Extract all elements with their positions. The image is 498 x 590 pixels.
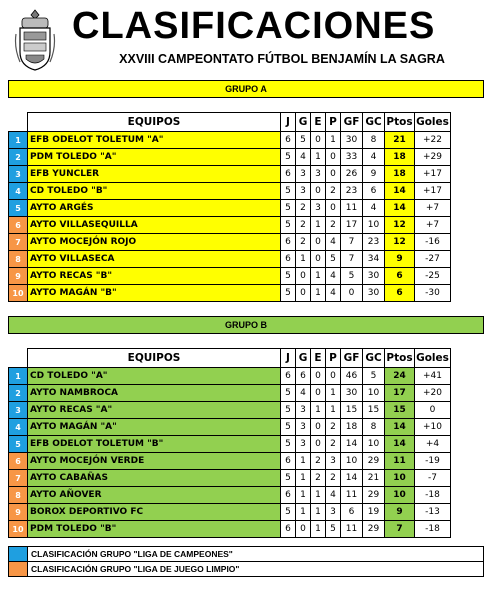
column-header-g: G — [296, 349, 311, 368]
rank-cell: 4 — [9, 419, 28, 436]
points-cell: 14 — [385, 183, 415, 200]
rank-cell: 8 — [9, 251, 28, 268]
goals-against-cell: 10 — [363, 385, 385, 402]
table-row — [9, 251, 451, 268]
rank-cell: 9 — [9, 504, 28, 521]
team-name: AYTO AÑOVER — [28, 487, 281, 504]
drawn-cell: 1 — [311, 521, 326, 538]
played-cell: 5 — [281, 504, 296, 521]
goals-against-cell: 30 — [363, 285, 385, 302]
goals-for-cell: 46 — [341, 368, 363, 385]
goals-for-cell: 11 — [341, 521, 363, 538]
table-row — [9, 200, 451, 217]
played-cell: 6 — [281, 132, 296, 149]
column-header-equipos: EQUIPOS — [28, 113, 281, 132]
rank-cell: 2 — [9, 149, 28, 166]
drawn-cell: 1 — [311, 268, 326, 285]
lost-cell: 4 — [326, 285, 341, 302]
drawn-cell: 0 — [311, 436, 326, 453]
points-cell: 6 — [385, 285, 415, 302]
drawn-cell: 2 — [311, 453, 326, 470]
points-cell: 14 — [385, 419, 415, 436]
rank-cell: 2 — [9, 385, 28, 402]
played-cell: 5 — [281, 268, 296, 285]
lost-cell: 0 — [326, 368, 341, 385]
goals-for-cell: 23 — [341, 183, 363, 200]
points-cell: 9 — [385, 504, 415, 521]
goals-for-cell: 14 — [341, 436, 363, 453]
points-cell: 17 — [385, 385, 415, 402]
goals-against-cell: 30 — [363, 268, 385, 285]
goal-difference-cell: +29 — [415, 149, 451, 166]
column-header-p: P — [326, 113, 341, 132]
column-header-goles: Goles — [415, 113, 451, 132]
lost-cell: 1 — [326, 402, 341, 419]
lost-cell: 3 — [326, 453, 341, 470]
points-cell: 9 — [385, 251, 415, 268]
won-cell: 1 — [296, 251, 311, 268]
table-row — [9, 132, 451, 149]
goal-difference-cell: -25 — [415, 268, 451, 285]
lost-cell: 5 — [326, 251, 341, 268]
goal-difference-cell: +22 — [415, 132, 451, 149]
goals-for-cell: 11 — [341, 487, 363, 504]
lost-cell: 3 — [326, 504, 341, 521]
drawn-cell: 0 — [311, 234, 326, 251]
won-cell: 1 — [296, 453, 311, 470]
won-cell: 6 — [296, 368, 311, 385]
lost-cell: 2 — [326, 436, 341, 453]
won-cell: 3 — [296, 419, 311, 436]
lost-cell: 2 — [326, 419, 341, 436]
goals-for-cell: 18 — [341, 419, 363, 436]
legend — [8, 546, 484, 577]
goals-against-cell: 5 — [363, 368, 385, 385]
points-cell: 24 — [385, 368, 415, 385]
column-header-equipos: EQUIPOS — [28, 349, 281, 368]
lost-cell: 4 — [326, 234, 341, 251]
rank-cell: 1 — [9, 368, 28, 385]
table-corner — [9, 113, 28, 132]
goals-for-cell: 0 — [341, 285, 363, 302]
rank-cell: 1 — [9, 132, 28, 149]
played-cell: 5 — [281, 402, 296, 419]
table-row — [9, 504, 451, 521]
goal-difference-cell: -16 — [415, 234, 451, 251]
played-cell: 5 — [281, 183, 296, 200]
won-cell: 3 — [296, 402, 311, 419]
column-header-gf: GF — [341, 349, 363, 368]
table-row — [9, 521, 451, 538]
page-title: CLASIFICACIONES — [72, 5, 436, 47]
points-cell: 21 — [385, 132, 415, 149]
drawn-cell: 0 — [311, 419, 326, 436]
drawn-cell: 2 — [311, 470, 326, 487]
goals-for-cell: 7 — [341, 251, 363, 268]
column-header-p: P — [326, 349, 341, 368]
points-cell: 15 — [385, 402, 415, 419]
column-header-e: E — [311, 113, 326, 132]
won-cell: 3 — [296, 166, 311, 183]
goal-difference-cell: +20 — [415, 385, 451, 402]
played-cell: 6 — [281, 368, 296, 385]
goal-difference-cell: +7 — [415, 217, 451, 234]
played-cell: 6 — [281, 234, 296, 251]
team-name: AYTO MAGÁN "A" — [28, 419, 281, 436]
points-cell: 11 — [385, 453, 415, 470]
drawn-cell: 1 — [311, 217, 326, 234]
drawn-cell: 3 — [311, 166, 326, 183]
goals-for-cell: 10 — [341, 453, 363, 470]
column-header-gc: GC — [363, 349, 385, 368]
goals-for-cell: 33 — [341, 149, 363, 166]
drawn-cell: 1 — [311, 504, 326, 521]
points-cell: 10 — [385, 470, 415, 487]
team-name: AYTO MOCEJÓN VERDE — [28, 453, 281, 470]
goal-difference-cell: -30 — [415, 285, 451, 302]
table-row — [9, 487, 451, 504]
goal-difference-cell: -7 — [415, 470, 451, 487]
rank-cell: 5 — [9, 436, 28, 453]
goals-for-cell: 5 — [341, 268, 363, 285]
rank-cell: 5 — [9, 200, 28, 217]
column-header-g: G — [296, 113, 311, 132]
lost-cell: 0 — [326, 149, 341, 166]
played-cell: 5 — [281, 200, 296, 217]
goals-against-cell: 29 — [363, 453, 385, 470]
lost-cell: 4 — [326, 487, 341, 504]
legend-label-fairplay: CLASIFICACIÓN GRUPO "LIGA DE JUEGO LIMPIO" — [31, 564, 240, 574]
legend-label-champions: CLASIFICACIÓN GRUPO "LIGA DE CAMPEONES" — [31, 549, 233, 559]
column-header-j: J — [281, 349, 296, 368]
won-cell: 2 — [296, 217, 311, 234]
won-cell: 4 — [296, 149, 311, 166]
goal-difference-cell: +17 — [415, 183, 451, 200]
goals-against-cell: 10 — [363, 436, 385, 453]
table-row — [9, 285, 451, 302]
table-row — [9, 419, 451, 436]
goals-against-cell: 4 — [363, 149, 385, 166]
goal-difference-cell: -19 — [415, 453, 451, 470]
goal-difference-cell: -13 — [415, 504, 451, 521]
goals-against-cell: 6 — [363, 183, 385, 200]
goal-difference-cell: -18 — [415, 521, 451, 538]
won-cell: 1 — [296, 504, 311, 521]
page-subtitle: XXVIII CAMPEONTATO FÚTBOL BENJAMÍN LA SAGRA — [119, 52, 445, 66]
team-name: AYTO ARGÉS — [28, 200, 281, 217]
legend-swatch-fairplay — [9, 562, 28, 576]
points-cell: 14 — [385, 436, 415, 453]
lost-cell: 2 — [326, 217, 341, 234]
won-cell: 2 — [296, 200, 311, 217]
rank-cell: 3 — [9, 166, 28, 183]
rank-cell: 7 — [9, 470, 28, 487]
goals-against-cell: 19 — [363, 504, 385, 521]
goals-against-cell: 10 — [363, 217, 385, 234]
column-header-j: J — [281, 113, 296, 132]
table-row — [9, 268, 451, 285]
goals-for-cell: 17 — [341, 217, 363, 234]
won-cell: 2 — [296, 234, 311, 251]
goal-difference-cell: +10 — [415, 419, 451, 436]
points-cell: 12 — [385, 217, 415, 234]
crest-icon — [14, 8, 56, 74]
legend-swatch-champions — [9, 547, 28, 561]
team-name: PDM TOLEDO "A" — [28, 149, 281, 166]
goals-against-cell: 15 — [363, 402, 385, 419]
won-cell: 0 — [296, 285, 311, 302]
table-row — [9, 368, 451, 385]
rank-cell: 7 — [9, 234, 28, 251]
table-row — [9, 385, 451, 402]
rank-cell: 3 — [9, 402, 28, 419]
points-cell: 12 — [385, 234, 415, 251]
won-cell: 3 — [296, 183, 311, 200]
won-cell: 1 — [296, 470, 311, 487]
drawn-cell: 1 — [311, 149, 326, 166]
won-cell: 0 — [296, 268, 311, 285]
team-name: EFB ODELOT TOLETUM "A" — [28, 132, 281, 149]
goals-against-cell: 29 — [363, 521, 385, 538]
team-name: AYTO NAMBROCA — [28, 385, 281, 402]
drawn-cell: 1 — [311, 487, 326, 504]
drawn-cell: 1 — [311, 402, 326, 419]
goals-for-cell: 7 — [341, 234, 363, 251]
team-name: EFB YUNCLER — [28, 166, 281, 183]
rank-cell: 10 — [9, 285, 28, 302]
goals-for-cell: 6 — [341, 504, 363, 521]
points-cell: 10 — [385, 487, 415, 504]
team-name: AYTO RECAS "A" — [28, 402, 281, 419]
goal-difference-cell: -18 — [415, 487, 451, 504]
group-a-header: GRUPO A — [8, 80, 484, 98]
won-cell: 3 — [296, 436, 311, 453]
played-cell: 5 — [281, 217, 296, 234]
team-name: EFB ODELOT TOLETUM "B" — [28, 436, 281, 453]
goals-for-cell: 30 — [341, 132, 363, 149]
drawn-cell: 0 — [311, 368, 326, 385]
table-row — [9, 149, 451, 166]
team-name: AYTO VILLASEQUILLA — [28, 217, 281, 234]
table-row — [9, 470, 451, 487]
goals-against-cell: 4 — [363, 200, 385, 217]
played-cell: 6 — [281, 166, 296, 183]
column-header-goles: Goles — [415, 349, 451, 368]
goals-for-cell: 11 — [341, 200, 363, 217]
goal-difference-cell: +17 — [415, 166, 451, 183]
drawn-cell: 0 — [311, 385, 326, 402]
lost-cell: 5 — [326, 521, 341, 538]
played-cell: 5 — [281, 385, 296, 402]
goals-against-cell: 8 — [363, 132, 385, 149]
drawn-cell: 0 — [311, 132, 326, 149]
goals-for-cell: 14 — [341, 470, 363, 487]
drawn-cell: 3 — [311, 200, 326, 217]
played-cell: 5 — [281, 419, 296, 436]
lost-cell: 2 — [326, 470, 341, 487]
lost-cell: 4 — [326, 268, 341, 285]
column-header-e: E — [311, 349, 326, 368]
table-row — [9, 453, 451, 470]
played-cell: 5 — [281, 436, 296, 453]
table-row — [9, 217, 451, 234]
played-cell: 5 — [281, 285, 296, 302]
team-name: CD TOLEDO "A" — [28, 368, 281, 385]
team-name: AYTO MAGÁN "B" — [28, 285, 281, 302]
rank-cell: 6 — [9, 453, 28, 470]
goals-against-cell: 8 — [363, 419, 385, 436]
rank-cell: 9 — [9, 268, 28, 285]
points-cell: 6 — [385, 268, 415, 285]
goals-for-cell: 30 — [341, 385, 363, 402]
played-cell: 5 — [281, 470, 296, 487]
group-b-rows — [9, 368, 451, 538]
goals-against-cell: 23 — [363, 234, 385, 251]
drawn-cell: 0 — [311, 251, 326, 268]
rank-cell: 8 — [9, 487, 28, 504]
group-b-table — [8, 348, 451, 538]
table-row — [9, 234, 451, 251]
goals-for-cell: 26 — [341, 166, 363, 183]
played-cell: 6 — [281, 251, 296, 268]
rank-cell: 6 — [9, 217, 28, 234]
points-cell: 7 — [385, 521, 415, 538]
goal-difference-cell: 0 — [415, 402, 451, 419]
team-name: CD TOLEDO "B" — [28, 183, 281, 200]
points-cell: 14 — [385, 200, 415, 217]
team-name: AYTO CABAÑAS — [28, 470, 281, 487]
played-cell: 5 — [281, 149, 296, 166]
column-header-ptos: Ptos — [385, 113, 415, 132]
legend-item-fairplay — [9, 562, 483, 576]
table-row — [9, 183, 451, 200]
drawn-cell: 0 — [311, 183, 326, 200]
points-cell: 18 — [385, 166, 415, 183]
points-cell: 18 — [385, 149, 415, 166]
table-corner — [9, 349, 28, 368]
goal-difference-cell: +41 — [415, 368, 451, 385]
table-row — [9, 166, 451, 183]
goal-difference-cell: +7 — [415, 200, 451, 217]
won-cell: 0 — [296, 521, 311, 538]
played-cell: 6 — [281, 487, 296, 504]
rank-cell: 4 — [9, 183, 28, 200]
group-b-header: GRUPO B — [8, 316, 484, 334]
team-name: AYTO RECAS "B" — [28, 268, 281, 285]
lost-cell: 0 — [326, 200, 341, 217]
goals-for-cell: 15 — [341, 402, 363, 419]
won-cell: 5 — [296, 132, 311, 149]
lost-cell: 1 — [326, 385, 341, 402]
column-header-ptos: Ptos — [385, 349, 415, 368]
rank-cell: 10 — [9, 521, 28, 538]
goals-against-cell: 21 — [363, 470, 385, 487]
table-row — [9, 436, 451, 453]
column-header-gf: GF — [341, 113, 363, 132]
column-header-gc: GC — [363, 113, 385, 132]
group-a-table — [8, 112, 451, 302]
played-cell: 6 — [281, 453, 296, 470]
drawn-cell: 1 — [311, 285, 326, 302]
team-name: AYTO VILLASECA — [28, 251, 281, 268]
lost-cell: 2 — [326, 183, 341, 200]
won-cell: 1 — [296, 487, 311, 504]
goal-difference-cell: +4 — [415, 436, 451, 453]
won-cell: 4 — [296, 385, 311, 402]
legend-item-champions — [9, 547, 483, 562]
team-name: AYTO MOCEJÓN ROJO — [28, 234, 281, 251]
table-row — [9, 402, 451, 419]
group-a-rows — [9, 132, 451, 302]
goal-difference-cell: -27 — [415, 251, 451, 268]
goals-against-cell: 29 — [363, 487, 385, 504]
goals-against-cell: 34 — [363, 251, 385, 268]
played-cell: 6 — [281, 521, 296, 538]
lost-cell: 1 — [326, 132, 341, 149]
team-name: PDM TOLEDO "B" — [28, 521, 281, 538]
lost-cell: 0 — [326, 166, 341, 183]
team-name: BOROX DEPORTIVO FC — [28, 504, 281, 521]
goals-against-cell: 9 — [363, 166, 385, 183]
